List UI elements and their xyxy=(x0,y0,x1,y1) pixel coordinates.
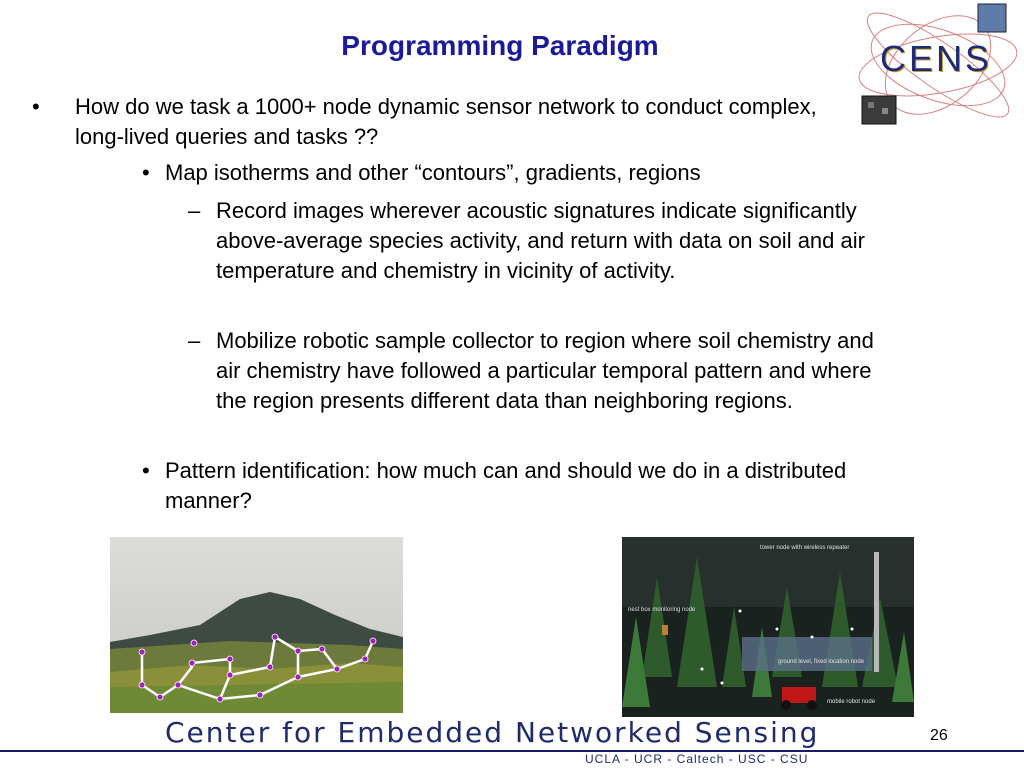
dash-marker: – xyxy=(188,328,201,353)
label-ground-node: ground level, fixed location node xyxy=(778,659,865,665)
footer-title: Center for Embedded Networked Sensing xyxy=(165,716,820,749)
sub-bullet-pattern-text: Pattern identification: how much can and should we do in a distributed manner? xyxy=(165,458,847,513)
bullet-marker: • xyxy=(32,94,40,119)
footer-institutions: UCLA - UCR - Caltech - USC - CSU xyxy=(585,752,809,766)
page-number: 26 xyxy=(930,727,948,744)
bullet-marker: • xyxy=(142,458,150,483)
main-bullet-text: How do we task a 1000+ node dynamic sensor network to conduct complex, long-lived queries and tasks ?? xyxy=(75,94,817,149)
label-nest-box-node: nest box monitoring node xyxy=(628,607,696,613)
cens-logo-text: CENS xyxy=(880,38,993,79)
bullet-marker: • xyxy=(142,160,150,185)
dash-marker: – xyxy=(188,198,201,223)
footer-divider xyxy=(0,750,1024,752)
mountain-network-photo xyxy=(110,537,403,713)
dash-item-acoustic-text: Record images wherever acoustic signatures indicate significantly above-average species activity, and return with data on soil and air temperature and chemistry in vicinity of activity. xyxy=(216,198,865,283)
forest-deployment-photo xyxy=(622,537,914,717)
dash-item-robotic-text: Mobilize robotic sample collector to region where soil chemistry and air chemistry have followed a particular temporal pattern and where the region presents different data than neighboring regions. xyxy=(216,328,874,413)
label-tower-node: tower node with wireless repeater xyxy=(760,545,850,551)
sub-bullet-contours-text: Map isotherms and other “contours”, gradients, regions xyxy=(165,160,701,185)
slide-title: Programming Paradigm xyxy=(341,30,659,61)
label-robot-node: mobile robot node xyxy=(827,699,876,705)
